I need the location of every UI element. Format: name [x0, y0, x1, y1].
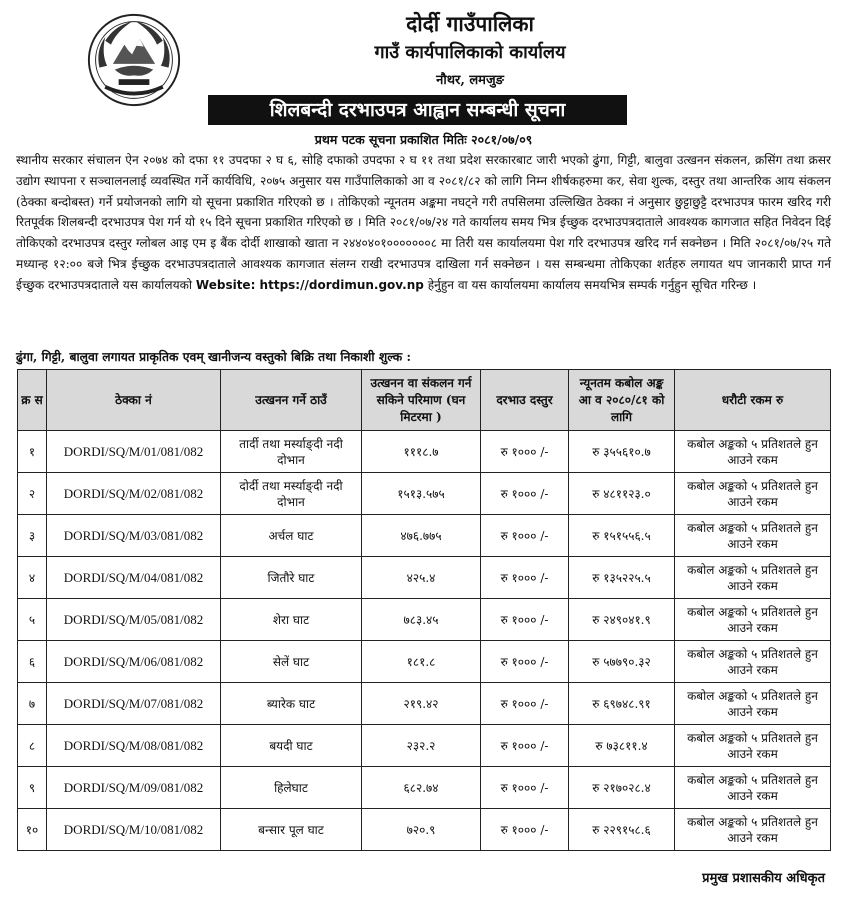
- cell-fee: रु १००० /-: [481, 473, 569, 515]
- cell-fee: रु १००० /-: [481, 431, 569, 473]
- table-row: [18, 515, 831, 557]
- section-heading: ढुंगा, गिट्टी, बालुवा लगायत प्राकृतिक एवम् खानीजन्य वस्तुको बिक्रि तथा निकाशी शुल्क :: [16, 349, 412, 364]
- table-header-row: [18, 370, 831, 431]
- cell-sn: ५: [18, 599, 47, 641]
- cell-quantity: ७२०.९: [362, 809, 481, 851]
- body-text-part1: स्थानीय सरकार संचालन ऐन २०७४ को दफा ११ उपदफा २ घ ६, सोहि दफाको उपदफा २ घ ११ तथा प्रदेश सरकारबाट जारी भएको ढुंगा, गिट्टी, बालुवा उत्खनन संकलन, क्रसिंग तथा क्रसर उद्योग स्थापना र सञ्चालनलाई व्यवस्थित गर्ने कार्यविधि, २०७५ अनुसार यस गाउँपालिकाको आ व २०८१/८२ को लागि निम्न शीर्षकहरुमा कर, सेवा शुल्क, दस्तुर तथा आन्तरिक आय संकलन (ठेक्का बन्दोबस्त) गर्ने प्रयोजनको लागि यो सूचना प्रकाशित गरिएको छ । तोकिएको न्यूनतम अङ्कमा नघट्ने गरी तपसिलमा उल्लिखित ठेक्का नं अनुसार छुट्टाछुट्टै दरभाउपत्र फारम खरिद गरी रितपूर्वक शिलबन्दी दरभाउपत्र पेश गर्न यो १५ दिने सूचना प्रकाशित गरिएको छ । मिति २०८१/०७/२४ गते कार्यालय समय भित्र ईच्छुक दरभाउपत्रदाताले आवश्यक कागजात सहित निवेदन दिई तोकिएको दरभाउपत्र दस्तुर ग्लोबल आइ एम इ बैंक दोर्दी शाखाको खाता न २४४०४०१०००००००८ मा तिरी यस कार्यालयमा पेश गरि दरभाउपत्र खरिद गर्न सक्नेछन । मिति २०८१/०७/२५ गते मध्यान्ह १२:०० बजे भित्र ईच्छुक दरभाउपत्रदाताले आवश्यक कागजात संलग्न राखी दरभाउपत्र दाखिला गर्न सक्नेछन । यस सम्बन्धमा तोकिएका शर्तहरु लगायत थप जानकारी प्राप्त गर्न ईच्छुक दरभाउपत्रदाताले यस कार्यालयको: [16, 153, 831, 292]
- cell-contract-no: DORDI/SQ/M/05/081/082: [47, 599, 221, 641]
- cell-place: बयदी घाट: [221, 725, 362, 767]
- col-header-deposit: धरौटी रकम रु: [675, 370, 831, 431]
- tender-table: [17, 369, 831, 851]
- cell-fee: रु १००० /-: [481, 683, 569, 725]
- cell-deposit: कबोल अङ्कको ५ प्रतिशतले हुन आउने रकम: [675, 641, 831, 683]
- cell-deposit: कबोल अङ्कको ५ प्रतिशतले हुन आउने रकम: [675, 557, 831, 599]
- nepal-emblem-icon: [86, 12, 182, 108]
- cell-sn: २: [18, 473, 47, 515]
- cell-fee: रु १००० /-: [481, 641, 569, 683]
- table-row: [18, 725, 831, 767]
- cell-place: सेलें घाट: [221, 641, 362, 683]
- cell-quantity: १८१.८: [362, 641, 481, 683]
- cell-fee: रु १००० /-: [481, 809, 569, 851]
- cell-deposit: कबोल अङ्कको ५ प्रतिशतले हुन आउने रकम: [675, 683, 831, 725]
- table-row: [18, 641, 831, 683]
- table-row: [18, 767, 831, 809]
- col-header-contract-no: ठेक्का नं: [47, 370, 221, 431]
- website-link[interactable]: Website: https://dordimun.gov.np: [195, 277, 424, 292]
- cell-contract-no: DORDI/SQ/M/10/081/082: [47, 809, 221, 851]
- cell-contract-no: DORDI/SQ/M/04/081/082: [47, 557, 221, 599]
- cell-place: जितौरे घाट: [221, 557, 362, 599]
- cell-fee: रु १००० /-: [481, 767, 569, 809]
- table-row: [18, 599, 831, 641]
- signature-title: प्रमुख प्रशासकीय अधिकृत: [702, 871, 825, 886]
- table-row: [18, 683, 831, 725]
- notice-title-banner: शिलबन्दी दरभाउपत्र आह्वान सम्बन्धी सूचना: [208, 95, 627, 125]
- cell-deposit: कबोल अङ्कको ५ प्रतिशतले हुन आउने रकम: [675, 473, 831, 515]
- cell-quantity: ४२५.४: [362, 557, 481, 599]
- cell-contract-no: DORDI/SQ/M/08/081/082: [47, 725, 221, 767]
- table-row: [18, 473, 831, 515]
- cell-min-bid: रु ६९७४८.९१: [569, 683, 675, 725]
- cell-place: अर्चल घाट: [221, 515, 362, 557]
- cell-quantity: ७८३.४५: [362, 599, 481, 641]
- cell-sn: ६: [18, 641, 47, 683]
- cell-sn: १: [18, 431, 47, 473]
- cell-min-bid: रु २२९१५८.६: [569, 809, 675, 851]
- cell-min-bid: रु १५१५५६.५: [569, 515, 675, 557]
- cell-quantity: ६८२.७४: [362, 767, 481, 809]
- table-row: [18, 431, 831, 473]
- col-header-fee: दरभाउ दस्तुर: [481, 370, 569, 431]
- cell-place: ब्यारेक घाट: [221, 683, 362, 725]
- office-location: नौथर, लमजुङ: [436, 73, 504, 88]
- cell-sn: १०: [18, 809, 47, 851]
- cell-min-bid: रु ७३८११.४: [569, 725, 675, 767]
- cell-fee: रु १००० /-: [481, 599, 569, 641]
- col-header-place: उत्खनन गर्ने ठाउँ: [221, 370, 362, 431]
- cell-sn: ४: [18, 557, 47, 599]
- cell-contract-no: DORDI/SQ/M/02/081/082: [47, 473, 221, 515]
- cell-place: हिलेघाट: [221, 767, 362, 809]
- cell-deposit: कबोल अङ्कको ५ प्रतिशतले हुन आउने रकम: [675, 767, 831, 809]
- table-row: [18, 809, 831, 851]
- cell-deposit: कबोल अङ्कको ५ प्रतिशतले हुन आउने रकम: [675, 431, 831, 473]
- municipality-name: दोर्दी गाउँपालिका: [406, 11, 534, 36]
- cell-sn: ८: [18, 725, 47, 767]
- cell-fee: रु १००० /-: [481, 515, 569, 557]
- cell-fee: रु १००० /-: [481, 557, 569, 599]
- cell-sn: ९: [18, 767, 47, 809]
- cell-contract-no: DORDI/SQ/M/01/081/082: [47, 431, 221, 473]
- col-header-sn: क्र स: [18, 370, 47, 431]
- cell-contract-no: DORDI/SQ/M/03/081/082: [47, 515, 221, 557]
- cell-min-bid: रु ५७७९०.३२: [569, 641, 675, 683]
- col-header-min-bid: न्यूनतम कबोल अङ्क आ व २०८०/८१ को लागि: [569, 370, 675, 431]
- cell-quantity: २३२.२: [362, 725, 481, 767]
- cell-min-bid: रु १३५२२५.५: [569, 557, 675, 599]
- cell-sn: ३: [18, 515, 47, 557]
- cell-min-bid: रु २१७०२८.४: [569, 767, 675, 809]
- cell-min-bid: रु ४८११२३.०: [569, 473, 675, 515]
- cell-quantity: २१९.४२: [362, 683, 481, 725]
- cell-min-bid: रु २४९०४१.९: [569, 599, 675, 641]
- publish-date: प्रथम पटक सूचना प्रकाशित मितिः २०८१/०७/०९: [314, 132, 533, 147]
- cell-contract-no: DORDI/SQ/M/06/081/082: [47, 641, 221, 683]
- office-name: गाउँ कार्यपालिकाको कार्यालय: [374, 42, 566, 63]
- cell-quantity: १५१३.५७५: [362, 473, 481, 515]
- cell-deposit: कबोल अङ्कको ५ प्रतिशतले हुन आउने रकम: [675, 599, 831, 641]
- body-text-part2: हेर्नुहुन वा यस कार्यालयमा कार्यालय समयभित्र सम्पर्क गर्नुहुन सूचित गरिन्छ ।: [427, 277, 757, 292]
- cell-quantity: १११८.७: [362, 431, 481, 473]
- table-row: [18, 557, 831, 599]
- cell-fee: रु १००० /-: [481, 725, 569, 767]
- cell-sn: ७: [18, 683, 47, 725]
- cell-contract-no: DORDI/SQ/M/09/081/082: [47, 767, 221, 809]
- cell-deposit: कबोल अङ्कको ५ प्रतिशतले हुन आउने रकम: [675, 725, 831, 767]
- notice-header: [0, 0, 847, 130]
- cell-place: दोर्दी तथा मर्स्याङ्दी नदी दोभान: [221, 473, 362, 515]
- cell-deposit: कबोल अङ्कको ५ प्रतिशतले हुन आउने रकम: [675, 515, 831, 557]
- cell-place: बन्सार पूल घाट: [221, 809, 362, 851]
- col-header-quantity: उत्खनन वा संकलन गर्न सकिने परिमाण (घन मिटरमा ): [362, 370, 481, 431]
- cell-place: शेरा घाट: [221, 599, 362, 641]
- notice-body: [16, 150, 831, 296]
- cell-contract-no: DORDI/SQ/M/07/081/082: [47, 683, 221, 725]
- cell-quantity: ४७६.७७५: [362, 515, 481, 557]
- cell-deposit: कबोल अङ्कको ५ प्रतिशतले हुन आउने रकम: [675, 809, 831, 851]
- cell-min-bid: रु ३५५६१०.७: [569, 431, 675, 473]
- cell-place: तार्दी तथा मर्स्याङ्दी नदी दोभान: [221, 431, 362, 473]
